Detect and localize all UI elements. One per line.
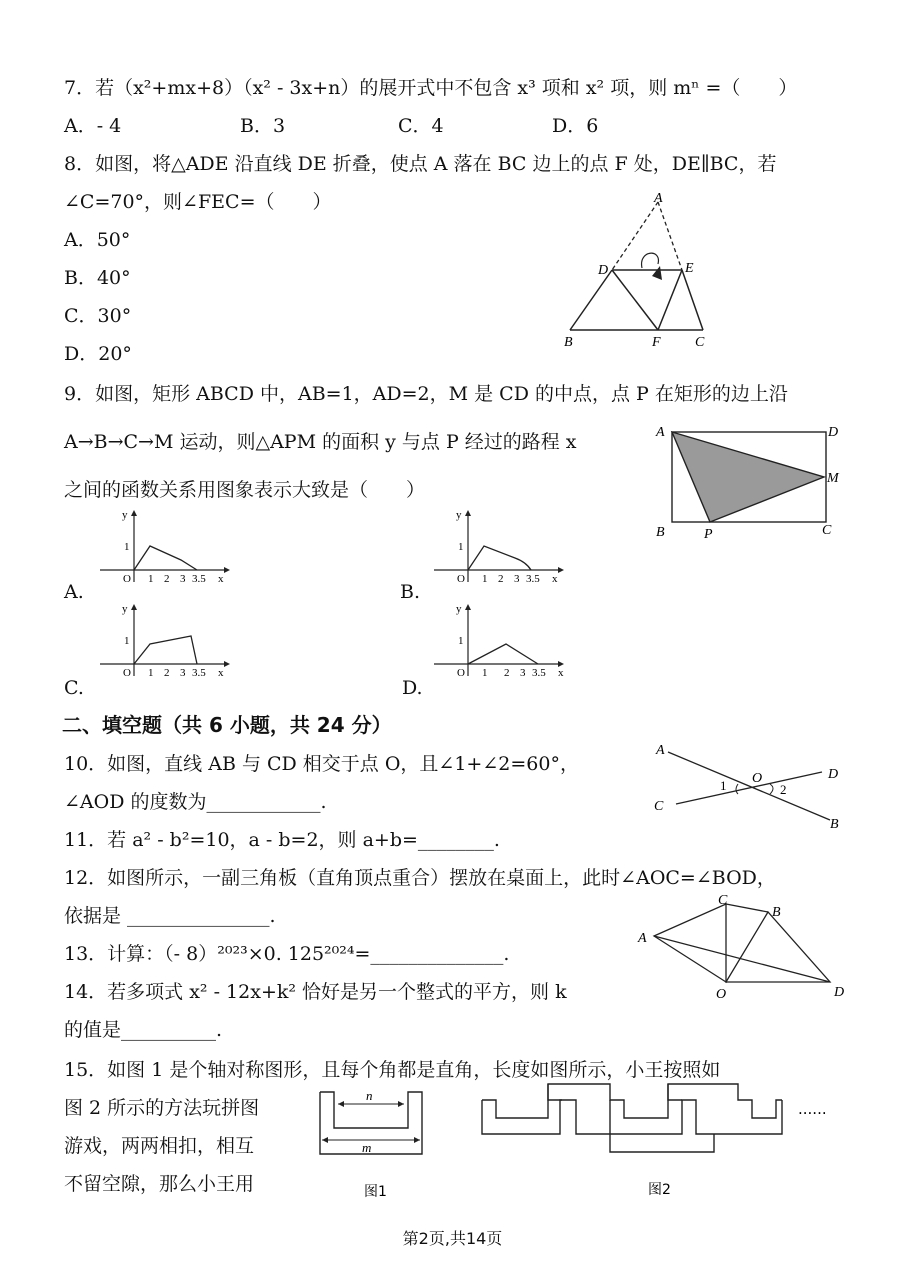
q15-fig2-caption: 图2 xyxy=(648,1182,671,1198)
graph-a-x3: 3 xyxy=(180,573,186,585)
graph-c-y: y xyxy=(122,603,128,615)
graph-a-origin: O xyxy=(123,573,131,585)
q12-label-o: O xyxy=(716,987,727,1002)
q9-label-a: A xyxy=(656,425,665,440)
q8-label-a: A xyxy=(654,191,663,206)
graph-c-x3: 3 xyxy=(180,667,186,679)
graph-a-x1: 1 xyxy=(148,573,154,585)
q8-label-f: F xyxy=(652,335,661,350)
graph-d-one: 1 xyxy=(458,635,464,647)
q10-stem-2: ∠AOD 的度数为____________. xyxy=(64,791,327,813)
q9-label-p: P xyxy=(704,527,713,542)
q15-line-3: 不留空隙，那么小王用 xyxy=(64,1173,255,1195)
graph-b-one: 1 xyxy=(458,541,464,553)
graph-a-x35: 3.5 xyxy=(192,573,206,585)
q10-label-a: A xyxy=(656,743,665,758)
q9-stem-3: 之间的函数关系用图象表示大致是（ ） xyxy=(64,479,426,501)
q9-option-b-label: B. xyxy=(400,581,421,603)
graph-b-x1: 1 xyxy=(482,573,488,585)
graph-b-x: x xyxy=(552,573,558,585)
q8-label-b: B xyxy=(564,335,573,350)
graph-a-one: 1 xyxy=(124,541,130,553)
q8-option-d: D．20° xyxy=(64,343,132,365)
q15-line-1: 图 2 所示的方法玩拼图 xyxy=(64,1097,260,1119)
graph-b-y: y xyxy=(456,509,462,521)
q8-triangle-figure xyxy=(560,190,720,350)
graph-c-x: x xyxy=(218,667,224,679)
q9-option-c-label: C. xyxy=(64,677,84,699)
graph-a-x2: 2 xyxy=(164,573,170,585)
q7-option-a: A．- 4 xyxy=(64,115,122,137)
q12-label-d: D xyxy=(834,985,845,1000)
q8-label-e: E xyxy=(685,261,694,276)
graph-d-x1: 1 xyxy=(482,667,488,679)
graph-a-y: y xyxy=(122,509,128,521)
q8-label-c: C xyxy=(695,335,705,350)
q8-stem-2: ∠C=70°，则∠FEC=（ ） xyxy=(64,191,332,213)
q15-fig1-caption: 图1 xyxy=(364,1184,387,1200)
q10-lines-figure xyxy=(650,738,850,834)
q12-label-a: A xyxy=(638,931,647,946)
q8-option-a: A．50° xyxy=(64,229,131,251)
q8-option-b: B．40° xyxy=(64,267,131,289)
graph-d-x3: 3 xyxy=(520,667,526,679)
graph-d-x2: 2 xyxy=(504,667,510,679)
q7-option-c: C．4 xyxy=(398,115,444,137)
q12-label-c: C xyxy=(718,893,728,908)
q15-fig1-n: n xyxy=(366,1088,373,1103)
q9-rectangle-figure xyxy=(650,420,850,544)
q9-graph-c xyxy=(96,602,236,680)
q10-label-c: C xyxy=(654,799,664,814)
q8-option-c: C．30° xyxy=(64,305,132,327)
graph-c-x2: 2 xyxy=(164,667,170,679)
graph-b-origin: O xyxy=(457,573,465,585)
q9-label-b: B xyxy=(656,525,665,540)
q9-stem-1: 9．如图，矩形 ABCD 中，AB=1，AD=2，M 是 CD 的中点，点 P 在矩形的边上沿 xyxy=(64,383,788,405)
q14-stem-1: 14．若多项式 x² - 12x+k² 恰好是另一个整式的平方，则 k xyxy=(64,981,567,1003)
graph-d-x35: 3.5 xyxy=(532,667,546,679)
q9-option-a-label: A. xyxy=(64,581,84,603)
q15-line-2: 游戏，两两相扣，相互 xyxy=(64,1135,255,1157)
q10-label-1: 1 xyxy=(720,778,727,793)
graph-c-one: 1 xyxy=(124,635,130,647)
graph-c-x35: 3.5 xyxy=(192,667,206,679)
q15-fig1-m: m xyxy=(362,1140,372,1155)
q7-stem: 7．若（x²+mx+8）（x² - 3x+n）的展开式中不包含 x³ 项和 x² 项，则 mⁿ =（ ） xyxy=(64,77,798,99)
q9-label-m: M xyxy=(827,471,839,486)
q9-stem-2: A→B→C→M 运动，则△APM 的面积 y 与点 P 经过的路程 x xyxy=(64,431,577,453)
q10-label-o: O xyxy=(752,771,763,786)
q9-graph-d xyxy=(430,602,570,680)
q9-label-c: C xyxy=(822,523,832,538)
q15-stem-1: 15．如图 1 是个轴对称图形，且每个角都是直角，长度如图所示，小王按照如 xyxy=(64,1059,721,1081)
q10-label-d: D xyxy=(828,767,839,782)
q9-graph-b xyxy=(430,508,570,586)
q7-option-d: D．6 xyxy=(552,115,599,137)
graph-c-x1: 1 xyxy=(148,667,154,679)
q11-stem: 11．若 a² - b²=10，a - b=2，则 a+b=________. xyxy=(64,829,500,851)
graph-d-origin: O xyxy=(457,667,465,679)
q12-stem-1: 12．如图所示，一副三角板（直角顶点重合）摆放在桌面上，此时∠AOC=∠BOD， xyxy=(64,867,776,889)
q9-option-d-label: D. xyxy=(402,677,423,699)
section-2-title: 二、填空题（共 6 小题，共 24 分） xyxy=(62,713,392,737)
q10-stem-1: 10．如图，直线 AB 与 CD 相交于点 O，且∠1+∠2=60°， xyxy=(64,753,579,775)
q10-label-b: B xyxy=(830,817,839,832)
q8-stem-1: 8．如图，将△ADE 沿直线 DE 折叠，使点 A 落在 BC 边上的点 F 处，DE∥BC，若 xyxy=(64,153,777,175)
q12-stem-2: 依据是 _______________. xyxy=(64,905,276,927)
graph-d-x: x xyxy=(558,667,564,679)
graph-b-x2: 2 xyxy=(498,573,504,585)
graph-d-y: y xyxy=(456,603,462,615)
graph-b-x35: 3.5 xyxy=(526,573,540,585)
graph-a-x: x xyxy=(218,573,224,585)
q7-option-b: B．3 xyxy=(240,115,286,137)
graph-c-origin: O xyxy=(123,667,131,679)
graph-b-x3: 3 xyxy=(514,573,520,585)
q15-figure-1 xyxy=(314,1088,428,1200)
q12-label-b: B xyxy=(772,905,781,920)
q15-figure-2 xyxy=(476,1074,846,1200)
q15-ellipsis: ...... xyxy=(798,1100,827,1118)
q9-label-d: D xyxy=(828,425,839,440)
q9-graph-a xyxy=(96,508,236,586)
q13-stem: 13．计算：（- 8）²⁰²³×0. 125²⁰²⁴=______________. xyxy=(64,943,510,965)
q8-label-d: D xyxy=(598,263,609,278)
q10-label-2: 2 xyxy=(780,782,787,797)
q14-stem-2: 的值是__________. xyxy=(64,1019,223,1041)
q12-triangles-figure xyxy=(630,892,854,1004)
page-footer: 第2页,共14页 xyxy=(402,1229,503,1248)
